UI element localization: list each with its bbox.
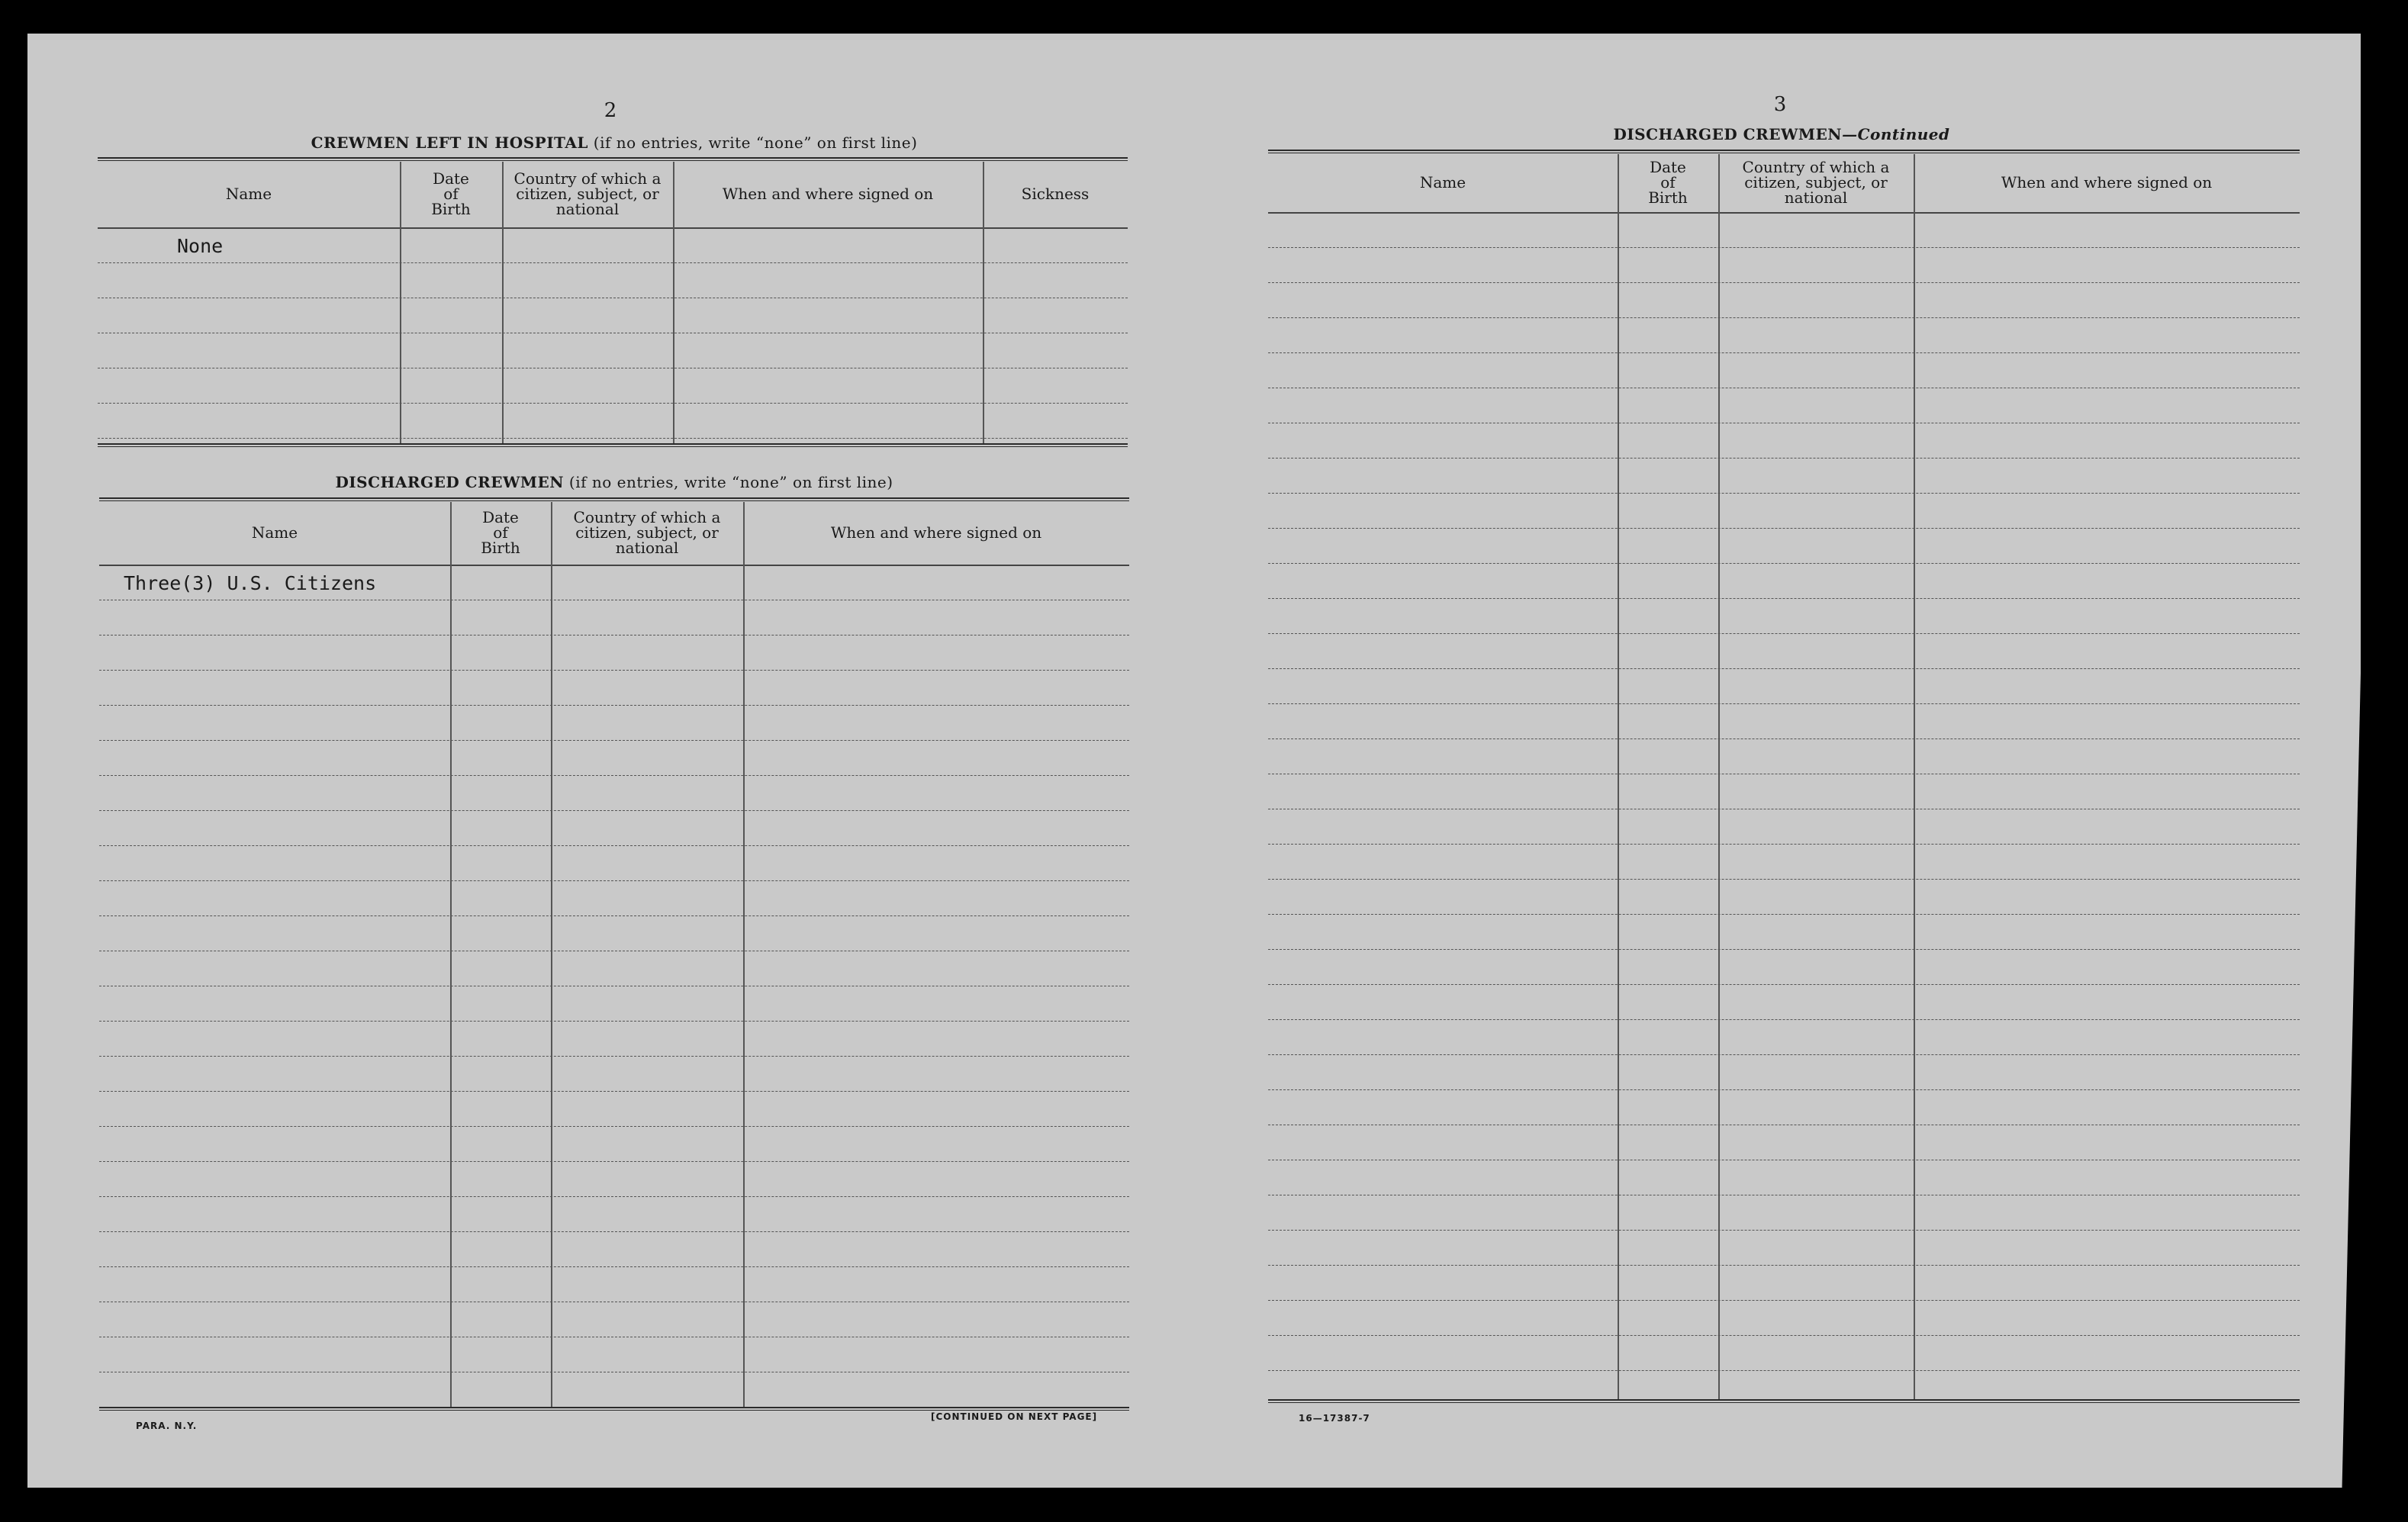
column-header: When and where signed on: [830, 523, 1042, 542]
column-divider: [673, 162, 674, 443]
column-header: Name: [251, 523, 298, 542]
page-number-right: 3: [1773, 93, 1787, 116]
entry-row-line: [99, 740, 1129, 741]
hospital-heading: [99, 134, 1129, 152]
entry-row-line: [1268, 879, 2300, 880]
entry-row-line: [99, 1266, 1129, 1267]
column-divider: [400, 162, 401, 443]
hospital-table: [98, 157, 1128, 443]
column-divider: [450, 502, 452, 1407]
entry-row-line: [99, 635, 1129, 636]
entry-row-line: [99, 1196, 1129, 1197]
entry-row-line: [1268, 703, 2300, 704]
column-header: Date of Birth: [481, 508, 520, 557]
column-header: Country of which a citizen, subject, or national: [1742, 158, 1890, 207]
entry-row-line: [1268, 668, 2300, 669]
entry-row-line: [99, 1056, 1129, 1057]
column-header: Name: [225, 185, 272, 203]
entry-row-line: [1268, 949, 2300, 950]
entry-row-line: [1268, 633, 2300, 634]
header-divider: [99, 565, 1129, 566]
entry-row-line: [99, 1021, 1129, 1022]
hospital-table-top-rule: [98, 157, 1128, 161]
entry-row-line: [98, 403, 1128, 404]
entry-row-line: [1268, 984, 2300, 985]
column-header: When and where signed on: [722, 185, 934, 203]
discharged-table-top-rule: [99, 497, 1129, 501]
entry-row-line: [1268, 528, 2300, 529]
continued-heading-suffix: —Continued: [1842, 125, 1950, 143]
handwritten-entry: Three(3) U.S. Citizens: [124, 572, 377, 594]
handwritten-entry: None: [177, 235, 224, 257]
footer-form-number: 16—17387-7: [1299, 1413, 1370, 1424]
table-bottom-rule: [99, 1407, 1129, 1411]
column-header: Date of Birth: [1648, 158, 1688, 207]
discharged-heading-title: DISCHARGED CREWMEN: [335, 473, 565, 491]
entry-row-line: [99, 1231, 1129, 1232]
entry-row-line: [99, 1126, 1129, 1127]
entry-row-line: [1268, 914, 2300, 915]
entry-row-line: [98, 262, 1128, 263]
column-header: Country of which a citizen, subject, or national: [573, 508, 721, 557]
discharged-heading: [99, 473, 1129, 491]
hospital-heading-title: CREWMEN LEFT IN HOSPITAL: [311, 134, 588, 152]
table-bottom-rule: [98, 443, 1128, 447]
column-header: Sickness: [1021, 185, 1090, 203]
column-divider: [743, 502, 745, 1407]
column-header: Name: [1419, 173, 1466, 191]
entry-row-line: [98, 438, 1128, 439]
continued-table-top-rule: [1268, 150, 2300, 153]
column-divider: [1718, 154, 1720, 1399]
entry-row-line: [1268, 1019, 2300, 1020]
entry-row-line: [1268, 352, 2300, 353]
column-divider: [1618, 154, 1619, 1399]
entry-row-line: [1268, 738, 2300, 739]
entry-row-line: [99, 915, 1129, 916]
entry-row-line: [99, 1161, 1129, 1162]
entry-row-line: [99, 670, 1129, 671]
entry-row-line: [1268, 563, 2300, 564]
entry-row-line: [1268, 844, 2300, 845]
entry-row-line: [99, 705, 1129, 706]
column-header: Date of Birth: [431, 169, 471, 218]
entry-row-line: [1268, 317, 2300, 318]
column-divider: [551, 502, 552, 1407]
footer-printer-mark: PARA. N.Y.: [136, 1421, 198, 1431]
column-divider: [983, 162, 984, 443]
continued-heading: [1270, 125, 2293, 143]
entry-row-line: [1268, 1370, 2300, 1371]
entry-row-line: [1268, 1300, 2300, 1301]
page-number-left: 2: [604, 99, 617, 122]
entry-row-line: [1268, 1335, 2300, 1336]
header-divider: [1268, 212, 2300, 214]
column-header: Country of which a citizen, subject, or national: [513, 169, 662, 218]
entry-row-line: [99, 810, 1129, 811]
entry-row-line: [99, 775, 1129, 776]
hospital-heading-note: (if no entries, write “none” on first line): [588, 134, 918, 152]
entry-row-line: [1268, 1230, 2300, 1231]
discharged-heading-note: (if no entries, write “none” on first line): [564, 473, 893, 491]
entry-row-line: [1268, 247, 2300, 248]
entry-row-line: [1268, 1054, 2300, 1055]
entry-row-line: [1268, 282, 2300, 283]
entry-row-line: [1268, 1089, 2300, 1090]
entry-row-line: [99, 845, 1129, 846]
entry-row-line: [1268, 598, 2300, 599]
column-header: When and where signed on: [2001, 173, 2213, 191]
entry-row-line: [1268, 493, 2300, 494]
entry-row-line: [99, 1091, 1129, 1092]
table-bottom-rule: [1268, 1399, 2300, 1403]
entry-row-line: [1268, 458, 2300, 459]
discharged-table: [99, 497, 1129, 1409]
column-divider: [1914, 154, 1915, 1399]
entry-row-line: [99, 880, 1129, 881]
header-divider: [98, 227, 1128, 229]
continued-table: [1268, 150, 2300, 1402]
footer-continued-note: [CONTINUED ON NEXT PAGE]: [931, 1411, 1098, 1422]
entry-row-line: [1268, 1265, 2300, 1266]
column-divider: [502, 162, 504, 443]
continued-heading-title: DISCHARGED CREWMEN: [1613, 125, 1843, 143]
